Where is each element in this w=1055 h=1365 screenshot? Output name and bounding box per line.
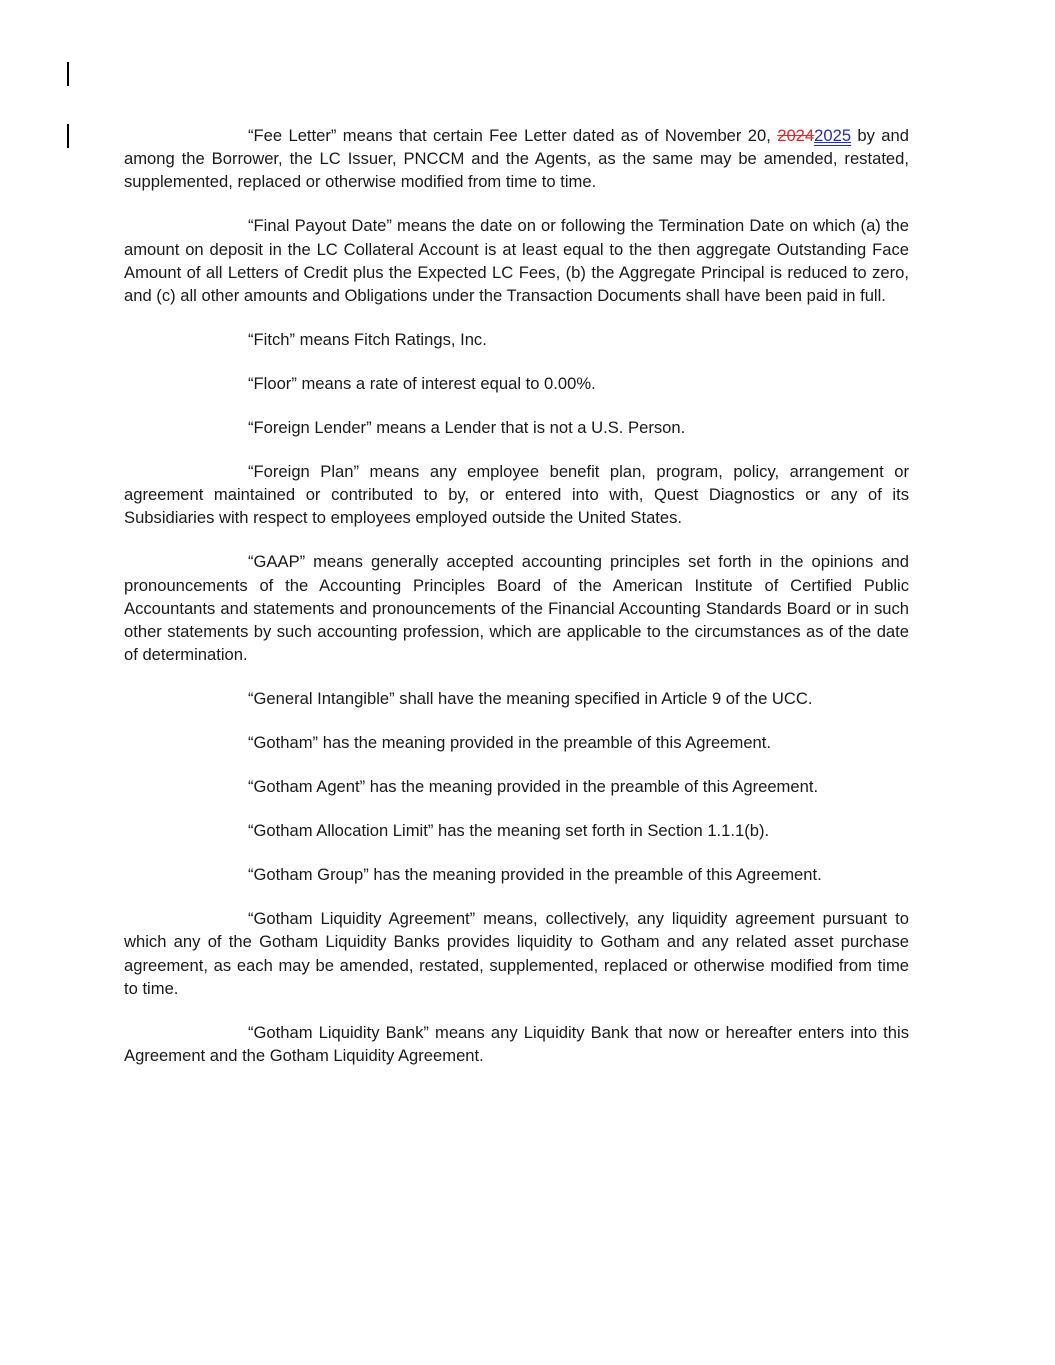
definition-foreign-plan: “Foreign Plan” means any employee benefit plan, program, policy, arrangement or agreement maintained or contributed to by, or entered into with, Quest Diagnostics or any of its Subsidiaries with respect to employees employed outside the United States. — [124, 462, 909, 528]
definition-gotham-agent: “Gotham Agent” has the meaning provided in the preamble of this Agreement. — [248, 777, 819, 797]
definition-gotham: “Gotham” has the meaning provided in the preamble of this Agreement. — [248, 733, 771, 753]
definition-gotham-liquidity-bank: “Gotham Liquidity Bank” means any Liquidity Bank that now or hereafter enters into this Agreement and the Gotham Liquidity Agreement. — [124, 1022, 909, 1066]
deleted-year: 2024 — [777, 126, 815, 145]
definition-final-payout-date: “Final Payout Date” means the date on or following the Termination Date on which (a) the amount on deposit in the LC Collateral Account is at least equal to the then aggregate Outstanding Face Amount of all Letters of Credit plus the Expected LC Fees, (b) the Aggregate Principal is reduced to zero, and (c) all other amounts and Obligations under the Transaction Documents shall have been paid in full. — [124, 216, 909, 306]
definition-gotham-liquidity-agreement: “Gotham Liquidity Agreement” means, collectively, any liquidity agreement pursuant to which any of the Gotham Liquidity Banks provides liquidity to Gotham and any related asset purchase agreement, as each may be amended, restated, supplemented, replaced or otherwise modified from time to time. — [124, 909, 909, 998]
document-page — [124, 124, 909, 1088]
change-bar-top — [67, 62, 69, 86]
definition-foreign-lender: “Foreign Lender” means a Lender that is not a U.S. Person. — [248, 418, 686, 438]
definition-fee-letter — [124, 124, 909, 194]
definition-general-intangible: “General Intangible” shall have the meaning specified in Article 9 of the UCC. — [248, 689, 813, 709]
fee-letter-text-after: by and among the Borrower, the LC Issuer, PNCCM and the Agents, as the same may be amended, restated, supplemented, replaced or otherwise modified from time to time. — [124, 126, 909, 192]
definition-gaap: “GAAP” means generally accepted accounting principles set forth in the opinions and pronouncements of the Accounting Principles Board of the American Institute of Certified Public Accountants and statements and pronouncements of the Financial Accounting Standards Board or in such other statements by such accounting profession, which are applicable to the circumstances as of the date of determination. — [124, 552, 909, 665]
fee-letter-text-before: “Fee Letter” means that certain Fee Letter dated as of November 20, — [248, 126, 778, 145]
definition-floor: “Floor” means a rate of interest equal to 0.00%. — [248, 374, 596, 394]
definition-gotham-group: “Gotham Group” has the meaning provided in the preamble of this Agreement. — [248, 865, 822, 885]
change-bar-fee-letter — [67, 124, 69, 148]
definition-gotham-allocation-limit: “Gotham Allocation Limit” has the meaning set forth in Section 1.1.1(b). — [248, 821, 770, 841]
definition-fitch: “Fitch” means Fitch Ratings, Inc. — [248, 330, 487, 350]
inserted-year: 2025 — [814, 126, 852, 145]
